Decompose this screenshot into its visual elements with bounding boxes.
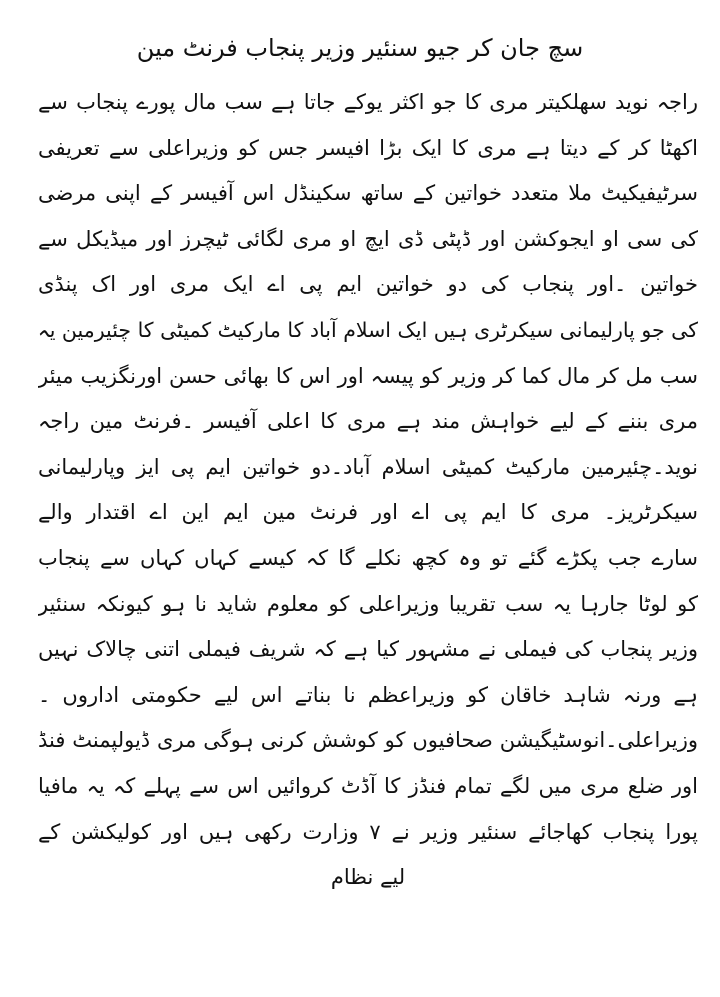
document-body	[38, 80, 698, 901]
text-line: سیکرٹریز۔ مری کا ایم پی اے اور فرنٹ مین ایم این اے اقتدار والے	[38, 500, 698, 525]
text-line: اکھٹا کر کے دیتا ہے مری کا ایک بڑا افیسر جس کو وزیراعلی سے تعریفی	[38, 135, 698, 160]
text-line: راجہ نوید سھلکیتر مری کا جو اکثر یوکے جاتا ہے سب مال پورے پنجاب سے	[38, 90, 698, 114]
text-line: کو لوٹا جارہا یہ سب تقریبا وزیراعلی کو معلوم شاید نا ہو کیونکہ سنئیر	[38, 591, 698, 616]
text-line: سارے جب پکڑے گئے تو وہ کچھ نکلے گا کہ کیسے کہاں کہاں سے پنجاب	[38, 545, 698, 570]
text-line: لیے نظام	[330, 865, 406, 890]
text-line: وزیر پنجاب کی فیملی نے مشہور کیا ہے کہ شریف فیملی اتنی چالاک نہیں	[38, 637, 698, 662]
text-line: اور ضلع مری میں لگے تمام فنڈز کا آڈٹ کروائیں اس سے پہلے کہ یہ مافیا	[38, 773, 698, 798]
text-line: نوید۔چئیرمین مارکیٹ کمیٹی اسلام آباد۔دو خواتین ایم پی ایز وپارلیمانی	[38, 454, 698, 479]
text-line: پورا پنجاب کھاجائے سنئیر وزیر نے ۷ وزارت رکھی ہیں اور کولیکشن کے	[38, 819, 698, 844]
text-line: خواتین ۔اور پنجاب کی دو خواتین ایم پی اے ایک مری اور اک پنڈی	[38, 272, 698, 297]
text-line: وزیراعلی۔انوسٹیگیشن صحافیوں کو کوشش کرنی ہوگی مری ڈیولپمنٹ فنڈ	[38, 728, 698, 753]
text-line: کی سی او ایجوکشن اور ڈپٹی ڈی ایچ او مری لگائی ٹیچرز اور میڈیکل سے	[38, 226, 698, 251]
text-line: ہے ورنہ شاہد خاقان کو وزیراعظم نا بناتے اس لیے حکومتی اداروں ۔	[38, 682, 698, 707]
text-line: سرٹیفیکیٹ ملا متعدد خواتین کے ساتھ سکینڈل اس آفیسر کے اپنی مرضی	[38, 181, 698, 206]
text-line: کی جو پارلیمانی سیکرٹری ہیں ایک اسلام آباد کا مارکیٹ کمیٹی کا چئیرمین یہ	[38, 317, 698, 342]
text-line: سب مل کر مال کما کر وزیر کو پیسہ اور اس کا بھائی حسن اورنگزیب میئر	[38, 363, 698, 388]
text-line: مری بننے کے لیے خواہش مند ہے مری کا اعلی آفیسر ۔فرنٹ مین راجہ	[38, 409, 698, 434]
document-title: سچ جان کر جیو سنئیر وزیر پنجاب فرنٹ مین	[136, 34, 584, 62]
